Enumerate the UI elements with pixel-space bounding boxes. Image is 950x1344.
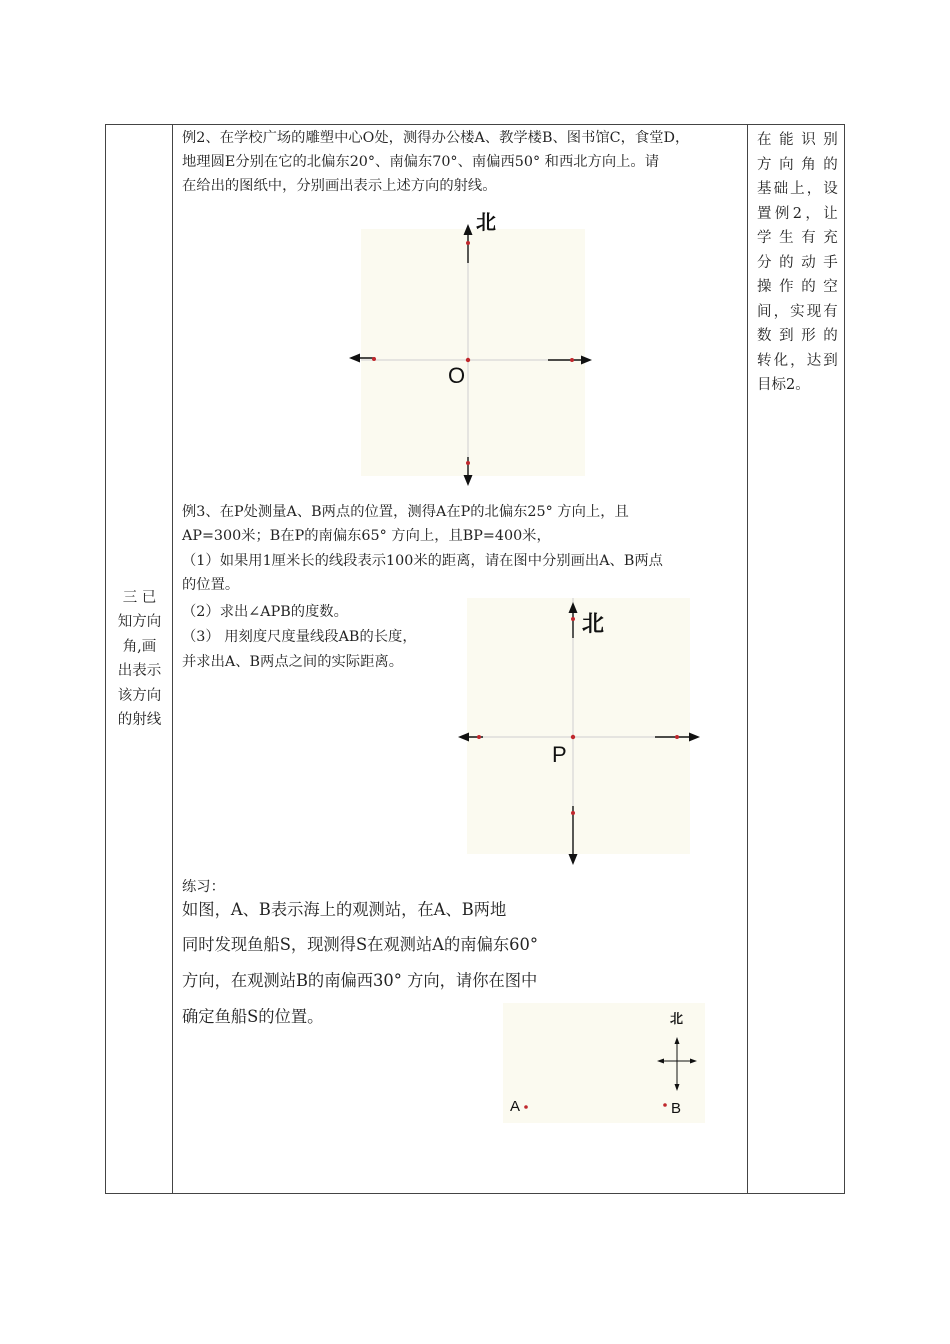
note-line: 置例2，让 xyxy=(757,205,838,222)
note-line: 基础上，设 xyxy=(757,181,838,197)
point-marker xyxy=(570,358,574,362)
center-label: P xyxy=(552,742,567,767)
note-line: 方向角的 xyxy=(757,156,838,173)
east-arrowhead xyxy=(581,356,592,365)
example3-line: 的位置。 xyxy=(182,577,240,593)
point-marker xyxy=(466,241,470,245)
north-label: 北 xyxy=(582,612,605,637)
south-arrowhead xyxy=(464,475,473,486)
example2-line: 例2、在学校广场的雕塑中心O处，测得办公楼A、教学楼B、图书馆C，食堂D， xyxy=(182,130,690,146)
example3-line: （3） 用刻度尺度量线段AB的长度， xyxy=(182,629,417,645)
point-marker xyxy=(571,617,575,621)
point-b-label: B xyxy=(671,1100,682,1117)
example2-line: 在给出的图纸中，分别画出表示上述方向的射线。 xyxy=(182,178,497,194)
point-marker xyxy=(675,735,679,739)
example3-line: 例3、在P处测量A、B两点的位置，测得A在P的北偏东25° 方向上，且 xyxy=(182,504,629,520)
center-point xyxy=(571,735,575,739)
note-line: 学生有充 xyxy=(757,230,838,246)
point-b-marker xyxy=(663,1103,667,1107)
note-line: 目标2。 xyxy=(757,377,810,393)
point-marker xyxy=(477,735,481,739)
practice-figure xyxy=(503,1003,705,1125)
practice-line: 方向，在观测站B的南偏西30° 方向，请你在图中 xyxy=(182,971,538,990)
example3-compass-figure xyxy=(455,598,705,870)
paper-background xyxy=(467,598,690,854)
practice-line: 同时发现鱼船S，现测得S在观测站A的南偏东60° xyxy=(182,935,538,954)
note-line: 数到形的 xyxy=(757,328,838,344)
note-line: 转化，达到 xyxy=(757,352,838,369)
point-a-label: A xyxy=(510,1098,521,1115)
note-line: 操作的空 xyxy=(757,279,838,295)
paper-background xyxy=(361,229,585,476)
west-arrowhead xyxy=(349,354,360,363)
note-line: 在能识别 xyxy=(757,132,838,148)
practice-line: 如图，A、B表示海上的观测站，在A、B两地 xyxy=(182,900,507,919)
practice-heading: 练习： xyxy=(182,879,225,895)
note-line: 间，实现有 xyxy=(757,303,838,320)
north-label: 北 xyxy=(670,1012,684,1027)
point-a-marker xyxy=(524,1105,528,1109)
center-point xyxy=(466,358,470,362)
teaching-note-cell xyxy=(748,125,845,398)
example3-line: AP=300米；B在P的南偏东65° 方向上，且BP=400米， xyxy=(182,528,551,544)
south-arrowhead xyxy=(569,854,578,865)
example2-line: 地理圆E分别在它的北偏东20°、南偏东70°、南偏西50° 和西北方向上。请 xyxy=(182,154,660,170)
point-marker xyxy=(466,461,470,465)
point-marker xyxy=(372,357,376,361)
center-label: O xyxy=(448,363,466,388)
practice-line: 确定鱼船S的位置。 xyxy=(182,1007,324,1026)
example3-line: （2）求出∠APB的度数。 xyxy=(182,604,348,620)
example3-line: （1）如果用1厘米长的线段表示100米的距离，请在图中分别画出A、B两点 xyxy=(182,553,663,569)
east-arrowhead xyxy=(689,733,700,742)
example2-compass-figure xyxy=(345,205,605,490)
north-label: 北 xyxy=(476,210,496,234)
stage-cell xyxy=(106,125,173,1193)
west-arrowhead xyxy=(458,733,469,742)
example3-line: 并求出A、B两点之间的实际距离。 xyxy=(182,654,403,670)
stage-title: 三 已知方向角,画出表示该方向的射线 xyxy=(117,589,162,728)
point-marker xyxy=(571,811,575,815)
note-line: 分的动手 xyxy=(757,254,838,271)
